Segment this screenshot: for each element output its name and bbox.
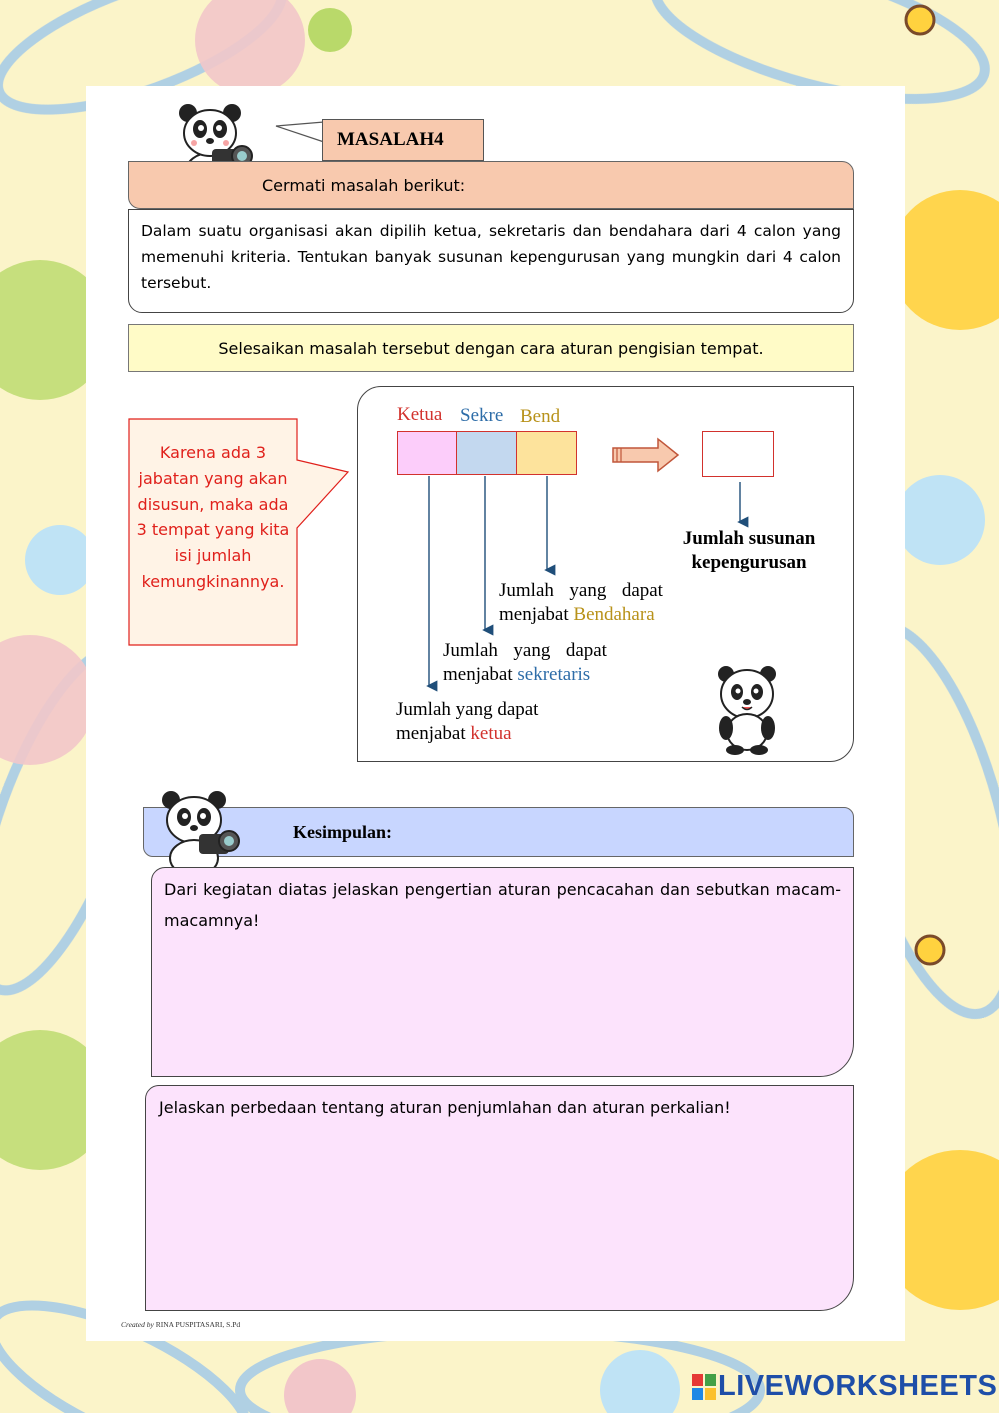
right-arrow-icon: [610, 437, 682, 473]
desc-ketua-prefix: menjabat: [396, 723, 471, 744]
desc-bendahara-word: Bendahara: [573, 604, 655, 625]
desc-bendahara: [499, 579, 681, 627]
panda-standing-icon: [712, 664, 782, 756]
answer-box-1[interactable]: [151, 867, 854, 1077]
desc-sekretaris-word: sekretaris: [517, 664, 591, 685]
slot-label-bend: Bend: [520, 406, 561, 427]
panda-camera-icon: [155, 790, 243, 878]
created-prefix: Created by: [121, 1320, 154, 1329]
result-label-line1: Jumlah susunan: [682, 528, 816, 549]
slot-label-sekre: Sekre: [460, 405, 504, 426]
conclusion-question-2: Jelaskan perbedaan tentang aturan penjumlahan dan aturan perkalian!: [159, 1098, 731, 1117]
slot-sekretaris[interactable]: [457, 431, 517, 475]
author-credit: [121, 1320, 240, 1329]
conclusion-header: [143, 807, 854, 857]
desc-ketua-word: ketua: [470, 723, 512, 744]
problem-statement: Dalam suatu organisasi akan dipilih ketua, sekretaris dan bendahara dari 4 calon yang memenuhi kriteria. Tentukan banyak susunan kepengurusan yang mungkin dari 4 calon tersebut.: [128, 209, 854, 313]
answer-box-2[interactable]: [145, 1085, 854, 1311]
desc-sekretaris: [443, 639, 625, 687]
conclusion-question-1: Dari kegiatan diatas jelaskan pengertian aturan pencacahan dan sebutkan macam-macamnya!: [164, 880, 841, 930]
conclusion-title: Kesimpulan:: [293, 821, 393, 842]
liveworksheets-brand[interactable]: LIVEWORKSHEETS: [718, 1370, 998, 1402]
problem-subtitle: Cermati masalah berikut:: [262, 175, 466, 195]
slot-label-ketua: Ketua: [397, 404, 443, 425]
result-label: [673, 527, 825, 575]
title-pointer: [274, 120, 326, 162]
result-label-line2: kepengurusan: [691, 552, 807, 573]
slot-bendahara[interactable]: [517, 431, 577, 475]
instruction-text: Selesaikan masalah tersebut dengan cara aturan pengisian tempat.: [218, 338, 764, 358]
desc-ketua: [396, 698, 578, 746]
slot-ketua[interactable]: [397, 431, 457, 475]
desc-sekretaris-prefix: menjabat: [443, 664, 518, 685]
problem-header-bar: [128, 161, 854, 209]
liveworksheets-logo-icon: [692, 1374, 716, 1400]
callout-text: Karena ada 3 jabatan yang akan disusun, maka ada 3 tempat yang kita isi jumlah kemungkinannya.: [136, 443, 290, 591]
desc-sekretaris-line1: Jumlah yang dapat: [443, 640, 607, 661]
desc-bendahara-prefix: menjabat: [499, 604, 574, 625]
instruction-banner: [128, 324, 854, 372]
created-name: RINA PUSPITASARI, S.Pd: [155, 1320, 241, 1329]
desc-bendahara-line1: Jumlah yang dapat: [499, 580, 663, 601]
problem-title: MASALAH4: [322, 119, 484, 161]
desc-ketua-line1: Jumlah yang dapat: [396, 699, 539, 720]
